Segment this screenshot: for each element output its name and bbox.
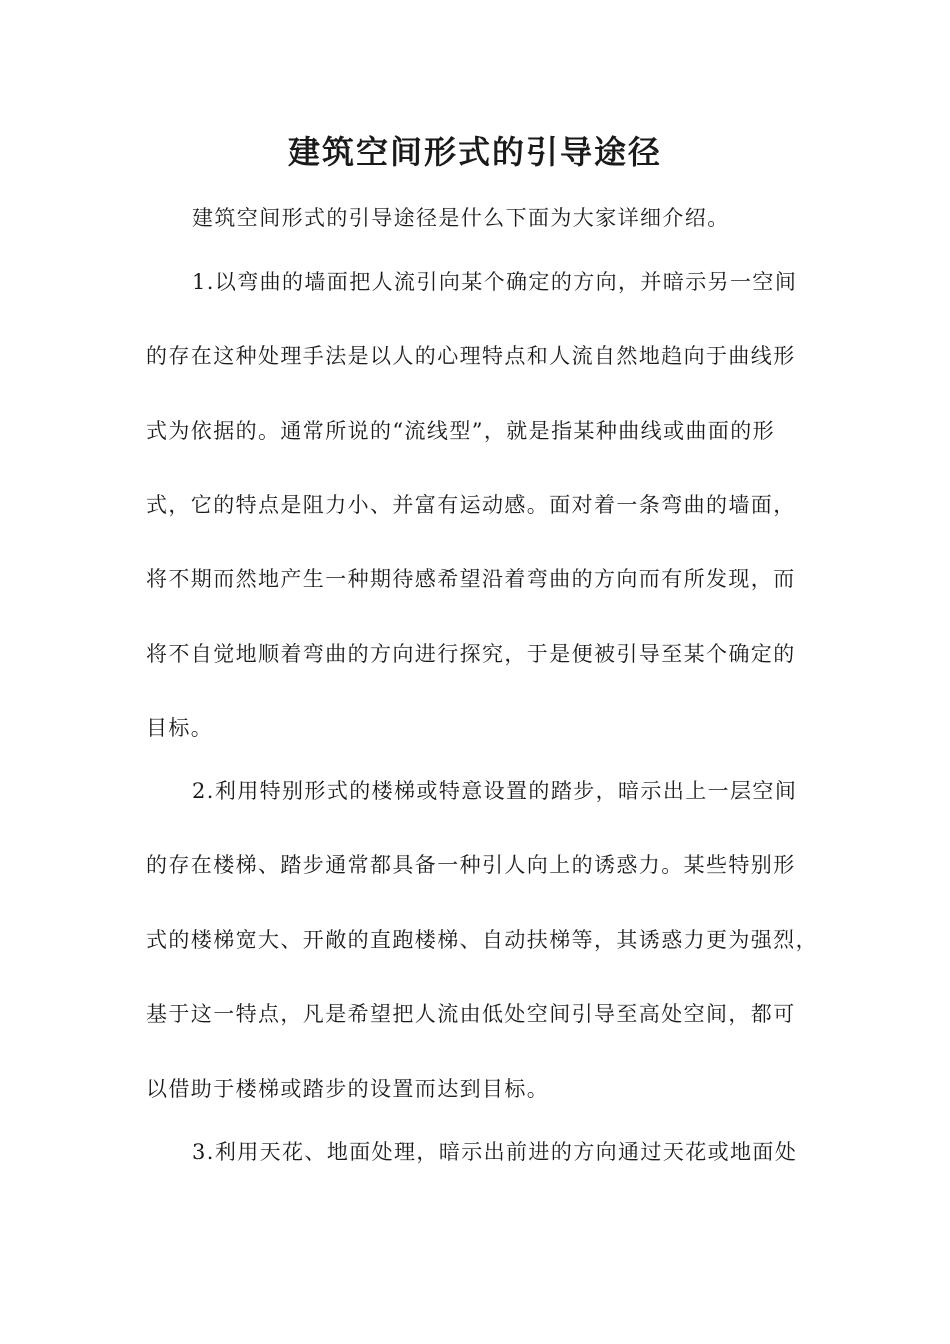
paragraph-1-line-5: 将不期而然地产生一种期待感希望沿着弯曲的方向而有所发现，而 [146, 567, 796, 591]
paragraph-1-line-7: 目标。 [146, 716, 214, 740]
paragraph-1-line-3: 式为依据的。通常所说的“流线型”，就是指某种曲线或曲面的形 [146, 419, 776, 443]
paragraph-1-line-2: 的存在这种处理手法是以人的心理特点和人流自然地趋向于曲线形 [146, 344, 796, 368]
paragraph-1-line-6: 将不自觉地顺着弯曲的方向进行探究，于是便被引导至某个确定的 [146, 642, 796, 666]
paragraph-2-line-4: 基于这一特点，凡是希望把人流由低处空间引导至高处空间，都可 [146, 1002, 796, 1026]
paragraph-2-line-5: 以借助于楼梯或踏步的设置而达到目标。 [146, 1077, 550, 1101]
paragraph-2-line-1: 2.利用特别形式的楼梯或特意设置的踏步，暗示出上一层空间 [192, 779, 798, 803]
paragraph-1-line-1: 1.以弯曲的墙面把人流引向某个确定的方向，并暗示另一空间 [192, 270, 798, 294]
paragraph-1-line-4: 式，它的特点是阻力小、并富有运动感。面对着一条弯曲的墙面， [146, 493, 796, 517]
paragraph-2-line-3: 式的楼梯宽大、开敞的直跑楼梯、自动扶梯等，其诱惑力更为强烈， [146, 928, 818, 952]
document-title: 建筑空间形式的引导途径 [287, 133, 662, 171]
paragraph-2-line-2: 的存在楼梯、踏步通常都具备一种引人向上的诱惑力。某些特别形 [146, 853, 796, 877]
paragraph-3-line-1: 3.利用天花、地面处理，暗示出前进的方向通过天花或地面处 [192, 1140, 798, 1164]
intro-line: 建筑空间形式的引导途径是什么下面为大家详细介绍。 [192, 206, 730, 230]
